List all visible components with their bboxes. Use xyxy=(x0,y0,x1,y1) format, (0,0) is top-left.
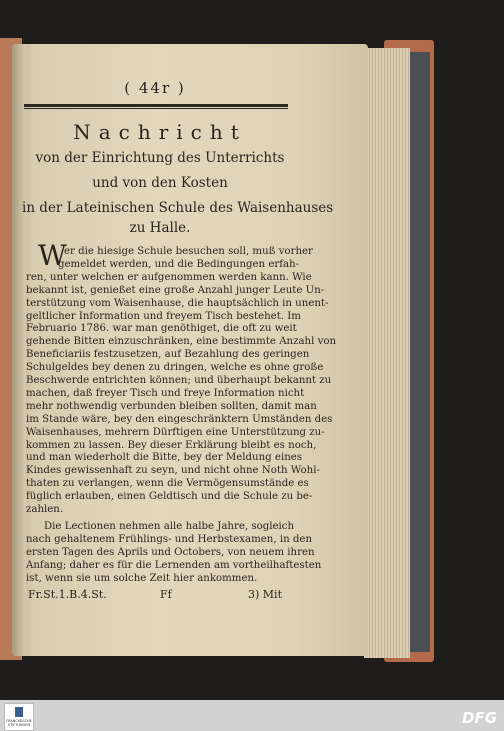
body-line: Waisenhauses, mehrern Dürftigen eine Unterstützung zu- xyxy=(26,426,325,438)
body-line: Anfang; daher es für die Lernenden am vortheilhaftesten xyxy=(26,559,322,571)
subtitle-line-1: von der Einrichtung des Unterrichts xyxy=(35,150,285,166)
body-line: geltlicher Information und freyem Tisch bestehet. Im xyxy=(26,310,301,322)
body-line: ist, wenn sie um solche Zeit hier ankommen. xyxy=(26,572,258,584)
body-line: Die Lectionen nehmen alle halbe Jahre, sogleich xyxy=(44,520,295,532)
body-line: terstützung vom Waisenhause, die hauptsächlich in unent- xyxy=(26,297,329,309)
body-line: mehr nothwendig verbunden bleiben sollten, damit man xyxy=(26,400,317,412)
drop-initial: W xyxy=(38,239,67,272)
body-line: gehende Bitten einzuschränken, eine bestimmte Anzahl von xyxy=(26,336,337,348)
body-line: ersten Tagen des Aprils und Octobers, von neuem ihren xyxy=(26,546,315,558)
viewer-bottom-bar xyxy=(0,700,504,731)
institution-logo-mark xyxy=(15,707,23,717)
body-line: kommen zu lassen. Bey dieser Erklärung bleibt es noch, xyxy=(26,439,317,451)
footer-catchword: 3) Mit xyxy=(248,588,282,601)
body-line: zahlen. xyxy=(26,504,64,515)
body-line: im Stande wäre, bey den eingeschränktern Umständen des xyxy=(26,413,333,425)
body-line: machen, daß freyer Tisch und freye Information nicht xyxy=(26,387,305,399)
body-line: und man wiederholt die Bitte, bey der Meldung eines xyxy=(26,452,303,464)
body-line: Schulgeldes bey denen zu dringen, welche es ohne große xyxy=(26,362,324,374)
subtitle-line-4: zu Halle. xyxy=(129,220,191,236)
header-rule-thin xyxy=(24,108,288,109)
body-line: ren, unter welchen er aufgenommen werden kann. Wie xyxy=(26,271,312,283)
body-line: nach gehaltenem Frühlings- und Herbstexamen, in den xyxy=(26,533,313,545)
body-line: Beschwerde entrichten können; und überhaupt bekannt zu xyxy=(26,375,332,386)
body-line: gemeldet werden, und die Bedingungen erfah- xyxy=(58,258,300,270)
page-title: Nachricht xyxy=(73,120,247,144)
body-line: Kindes gewissenhaft zu seyn, und nicht ohne Noth Wohl- xyxy=(26,465,320,477)
body-line: füglich erlauben, einen Geldtisch und die Schule zu be- xyxy=(26,491,313,503)
subtitle-line-2: und von den Kosten xyxy=(92,175,228,191)
subtitle-line-3: in der Lateinischen Schule des Waisenhauses xyxy=(22,200,334,216)
dfg-logo[interactable]: DFG xyxy=(462,709,498,727)
header-rule xyxy=(24,104,288,107)
body-line: bekannt ist, genießet eine große Anzahl junger Leute Un- xyxy=(26,284,325,296)
body-line: er die hiesige Schule besuchen soll, muß vorher xyxy=(64,246,313,257)
footer-signature: Ff xyxy=(160,588,172,601)
institution-logo-text: FRANCKESCHE STIFTUNGEN xyxy=(6,719,32,727)
body-line: Februario 1786. war man genöthiget, die oft zu weit xyxy=(26,323,297,335)
body-line: Beneficiariis festzusetzen, auf Bezahlung des geringen xyxy=(26,349,310,361)
body-line: thaten zu verlangen, wenn die Vermögensumstände es xyxy=(26,478,309,490)
page-number: ( 44r ) xyxy=(124,79,186,97)
footer-reference: Fr.St.1.B.4.St. xyxy=(28,588,107,601)
page-gutter xyxy=(12,44,26,656)
page-stack xyxy=(364,48,410,658)
institution-logo[interactable] xyxy=(4,703,34,731)
